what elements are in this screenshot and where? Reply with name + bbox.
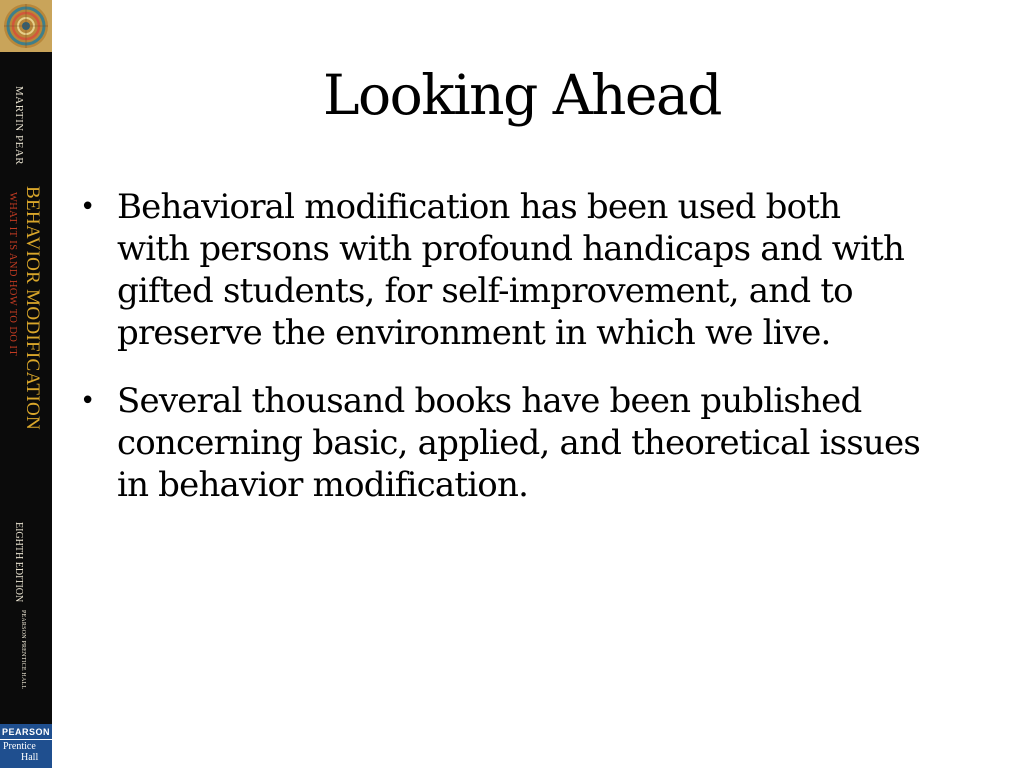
publisher-brand: PEARSON <box>1 727 50 737</box>
spine-publisher: PEARSON PRENTICE HALL <box>20 610 26 690</box>
bullet-line: with persons with profound handicaps and with <box>117 229 905 269</box>
book-spine <box>0 0 52 768</box>
bullet-line: gifted students, for self-improvement, and to <box>117 271 853 311</box>
bullet-list <box>80 186 980 532</box>
bullet-line: Several thousand books have been published <box>117 381 862 421</box>
spine-edition: EIGHTH EDITION <box>13 522 24 603</box>
bullet-item <box>80 380 980 506</box>
spine-book-subtitle: WHAT IT IS AND HOW TO DO IT <box>7 192 18 357</box>
bullet-dot-icon: • <box>80 386 95 416</box>
spine-book-title: BEHAVIOR MODIFICATION <box>22 186 43 430</box>
bullet-dot-icon: • <box>80 192 95 222</box>
publisher-logo <box>0 724 52 768</box>
spine-author: MARTIN PEAR <box>13 86 25 166</box>
bullet-line: in behavior modification. <box>117 465 529 505</box>
bullet-item <box>80 186 980 354</box>
bullet-text <box>117 186 980 354</box>
logo-divider <box>0 739 52 740</box>
imprint-line-2: Hall <box>21 752 39 763</box>
publisher-imprint <box>3 741 51 763</box>
bullet-line: Behavioral modification has been used both <box>117 187 841 227</box>
imprint-line-1: Prentice <box>3 741 36 752</box>
bullet-line: concerning basic, applied, and theoretical issues <box>117 423 920 463</box>
bullet-line: preserve the environment in which we live. <box>117 313 831 353</box>
slide-title: Looking Ahead <box>323 63 721 127</box>
bullet-text <box>117 380 980 506</box>
book-cover-art-icon <box>0 0 52 52</box>
